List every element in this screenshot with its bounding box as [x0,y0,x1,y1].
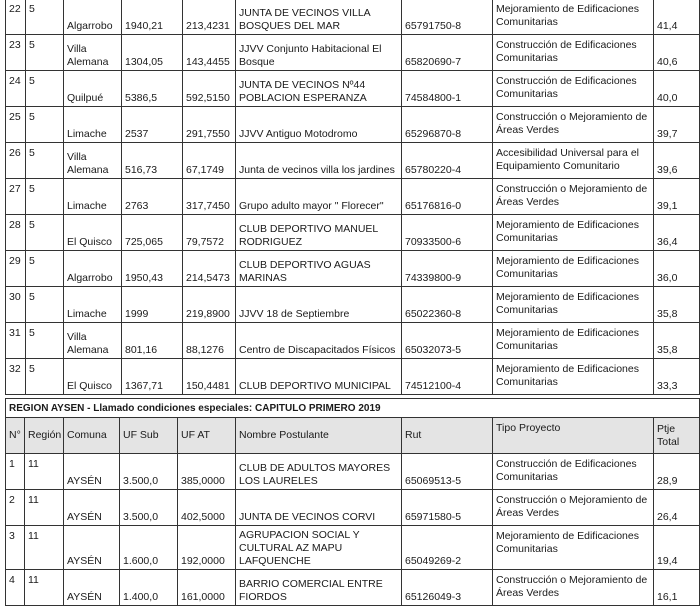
cell-nombre: CLUB DE ADULTOS MAYORES LOS LAURELES [236,454,402,490]
table-row [6,323,700,359]
cell-uf-at: 402,5000 [178,490,236,526]
cell-uf-at: 143,4455 [183,35,236,71]
cell-uf-at: 67,1749 [183,143,236,179]
cell-ptje: 35,8 [654,323,700,359]
cell-region: 11 [25,526,64,570]
cell-n: 24 [6,71,26,107]
table-row [6,359,700,395]
cell-uf-sub: 3.500,0 [120,454,178,490]
cell-comuna: Limache [64,179,122,215]
cell-nombre: Junta de vecinos villa los jardines [236,143,402,179]
table-row [6,107,700,143]
cell-uf-at: 214,5473 [183,251,236,287]
cell-uf-at: 213,4231 [183,0,236,35]
cell-uf-sub: 5386,5 [122,71,183,107]
header-ptje: Ptje Total [654,418,700,454]
cell-uf-at: 291,7550 [183,107,236,143]
cell-n: 23 [6,35,26,71]
table-row [6,71,700,107]
cell-rut: 65780220-4 [402,143,493,179]
cell-uf-at: 88,1276 [183,323,236,359]
table-row [6,35,700,71]
header-tipo: Tipo Proyecto [493,418,654,454]
cell-n: 25 [6,107,26,143]
cell-tipo: Construcción de Edificaciones Comunitarias [493,35,654,71]
cell-ptje: 35,8 [654,287,700,323]
cell-uf-sub: 1.400,0 [120,570,178,606]
cell-n: 26 [6,143,26,179]
cell-region: 5 [26,323,64,359]
table-row [6,179,700,215]
cell-uf-sub: 801,16 [122,323,183,359]
cell-region: 5 [26,251,64,287]
table-header-row [6,418,700,454]
cell-comuna: Limache [64,107,122,143]
header-uf-at: UF AT [178,418,236,454]
cell-region: 5 [26,71,64,107]
cell-uf-at: 385,0000 [178,454,236,490]
cell-uf-at: 192,0000 [178,526,236,570]
cell-ptje: 39,6 [654,143,700,179]
cell-ptje: 16,1 [654,570,700,606]
cell-uf-sub: 1999 [122,287,183,323]
cell-comuna: El Quisco [64,359,122,395]
cell-rut: 65032073-5 [402,323,493,359]
cell-comuna: El Quisco [64,215,122,251]
cell-comuna: Villa Alemana [64,323,122,359]
header-region: Región [25,418,64,454]
cell-rut: 65176816-0 [402,179,493,215]
cell-region: 11 [25,454,64,490]
cell-rut: 65296870-8 [402,107,493,143]
cell-tipo: Mejoramiento de Edificaciones Comunitarias [493,287,654,323]
cell-uf-sub: 725,065 [122,215,183,251]
cell-nombre: BARRIO COMERCIAL ENTRE FIORDOS [236,570,402,606]
table-row [6,0,700,35]
cell-n: 30 [6,287,26,323]
cell-comuna: Limache [64,287,122,323]
cell-rut: 65971580-5 [402,490,493,526]
cell-nombre: Centro de Discapacitados Físicos [236,323,402,359]
cell-uf-at: 150,4481 [183,359,236,395]
cell-tipo: Construcción o Mejoramiento de Áreas Verdes [493,490,654,526]
cell-uf-sub: 3.500,0 [120,490,178,526]
cell-region: 11 [25,570,64,606]
cell-comuna: AYSÉN [64,570,120,606]
cell-ptje: 28,9 [654,454,700,490]
cell-rut: 74512100-4 [402,359,493,395]
cell-comuna: AYSÉN [64,490,120,526]
cell-rut: 65126049-3 [402,570,493,606]
cell-nombre: JUNTA DE VECINOS VILLA BOSQUES DEL MAR [236,0,402,35]
cell-region: 5 [26,215,64,251]
cell-n: 3 [6,526,25,570]
results-table-valparaiso [5,0,700,395]
cell-ptje: 41,4 [654,0,700,35]
cell-tipo: Mejoramiento de Edificaciones Comunitarias [493,323,654,359]
cell-nombre: CLUB DEPORTIVO MANUEL RODRIGUEZ [236,215,402,251]
cell-nombre: JJVV Antiguo Motodromo [236,107,402,143]
cell-uf-at: 161,0000 [178,570,236,606]
cell-rut: 70933500-6 [402,215,493,251]
cell-n: 29 [6,251,26,287]
cell-n: 4 [6,570,25,606]
table-row [6,570,700,606]
table-row [6,526,700,570]
header-comuna: Comuna [64,418,120,454]
cell-uf-at: 592,5150 [183,71,236,107]
cell-nombre: JUNTA DE VECINOS CORVI [236,490,402,526]
cell-n: 28 [6,215,26,251]
cell-tipo: Construcción de Edificaciones Comunitarias [493,71,654,107]
cell-tipo: Construcción de Edificaciones Comunitarias [493,454,654,490]
cell-uf-sub: 1940,21 [122,0,183,35]
cell-ptje: 36,4 [654,215,700,251]
cell-uf-at: 79,7572 [183,215,236,251]
cell-nombre: AGRUPACION SOCIAL Y CULTURAL AZ MAPU LAFQUENCHE [236,526,402,570]
cell-comuna: Villa Alemana [64,35,122,71]
cell-tipo: Construcción o Mejoramiento de Áreas Verdes [493,179,654,215]
cell-tipo: Mejoramiento de Edificaciones Comunitarias [493,526,654,570]
cell-ptje: 40,0 [654,71,700,107]
cell-uf-sub: 1304,05 [122,35,183,71]
cell-ptje: 39,1 [654,179,700,215]
cell-n: 31 [6,323,26,359]
table-row [6,143,700,179]
cell-ptje: 39,7 [654,107,700,143]
cell-n: 2 [6,490,25,526]
cell-ptje: 19,4 [654,526,700,570]
cell-rut: 65069513-5 [402,454,493,490]
header-nombre: Nombre Postulante [236,418,402,454]
cell-nombre: JJVV Conjunto Habitacional El Bosque [236,35,402,71]
table-row [6,490,700,526]
cell-region: 5 [26,107,64,143]
cell-nombre: JJVV 18 de Septiembre [236,287,402,323]
cell-region: 5 [26,0,64,35]
table-title: REGION AYSEN - Llamado condiciones especiales: CAPITULO PRIMERO 2019 [6,399,700,418]
cell-comuna: Quilpué [64,71,122,107]
cell-uf-sub: 516,73 [122,143,183,179]
cell-uf-sub: 1950,43 [122,251,183,287]
cell-tipo: Mejoramiento de Edificaciones Comunitarias [493,0,654,35]
cell-region: 5 [26,179,64,215]
results-table-aysen [5,398,700,606]
cell-uf-sub: 2763 [122,179,183,215]
cell-n: 1 [6,454,25,490]
header-rut: Rut [402,418,493,454]
cell-ptje: 26,4 [654,490,700,526]
cell-rut: 74339800-9 [402,251,493,287]
cell-uf-sub: 1.600,0 [120,526,178,570]
cell-tipo: Construcción o Mejoramiento de Áreas Verdes [493,570,654,606]
cell-nombre: JUNTA DE VECINOS Nº44 POBLACION ESPERANZA [236,71,402,107]
cell-region: 5 [26,287,64,323]
cell-n: 27 [6,179,26,215]
cell-uf-at: 219,8900 [183,287,236,323]
cell-region: 5 [26,359,64,395]
cell-comuna: Algarrobo [64,251,122,287]
cell-tipo: Mejoramiento de Edificaciones Comunitarias [493,251,654,287]
header-n: N° [6,418,25,454]
cell-rut: 65820690-7 [402,35,493,71]
table-row [6,215,700,251]
cell-ptje: 36,0 [654,251,700,287]
cell-nombre: CLUB DEPORTIVO MUNICIPAL [236,359,402,395]
cell-uf-sub: 1367,71 [122,359,183,395]
cell-n: 32 [6,359,26,395]
cell-nombre: Grupo adulto mayor " Florecer" [236,179,402,215]
cell-uf-sub: 2537 [122,107,183,143]
cell-tipo: Accesibilidad Universal para el Equipamiento Comunitario [493,143,654,179]
cell-region: 5 [26,35,64,71]
cell-comuna: AYSÉN [64,526,120,570]
table-row [6,287,700,323]
cell-ptje: 40,6 [654,35,700,71]
cell-n: 22 [6,0,26,35]
cell-tipo: Mejoramiento de Edificaciones Comunitarias [493,215,654,251]
cell-nombre: CLUB DEPORTIVO AGUAS MARINAS [236,251,402,287]
table-row [6,251,700,287]
table-row [6,454,700,490]
cell-rut: 65049269-2 [402,526,493,570]
header-uf-sub: UF Sub [120,418,178,454]
cell-comuna: AYSÉN [64,454,120,490]
cell-rut: 65022360-8 [402,287,493,323]
cell-tipo: Construcción o Mejoramiento de Áreas Verdes [493,107,654,143]
cell-tipo: Mejoramiento de Edificaciones Comunitarias [493,359,654,395]
cell-rut: 74584800-1 [402,71,493,107]
cell-uf-at: 317,7450 [183,179,236,215]
cell-ptje: 33,3 [654,359,700,395]
cell-region: 11 [25,490,64,526]
cell-comuna: Villa Alemana [64,143,122,179]
cell-rut: 65791750-8 [402,0,493,35]
cell-region: 5 [26,143,64,179]
cell-comuna: Algarrobo [64,0,122,35]
